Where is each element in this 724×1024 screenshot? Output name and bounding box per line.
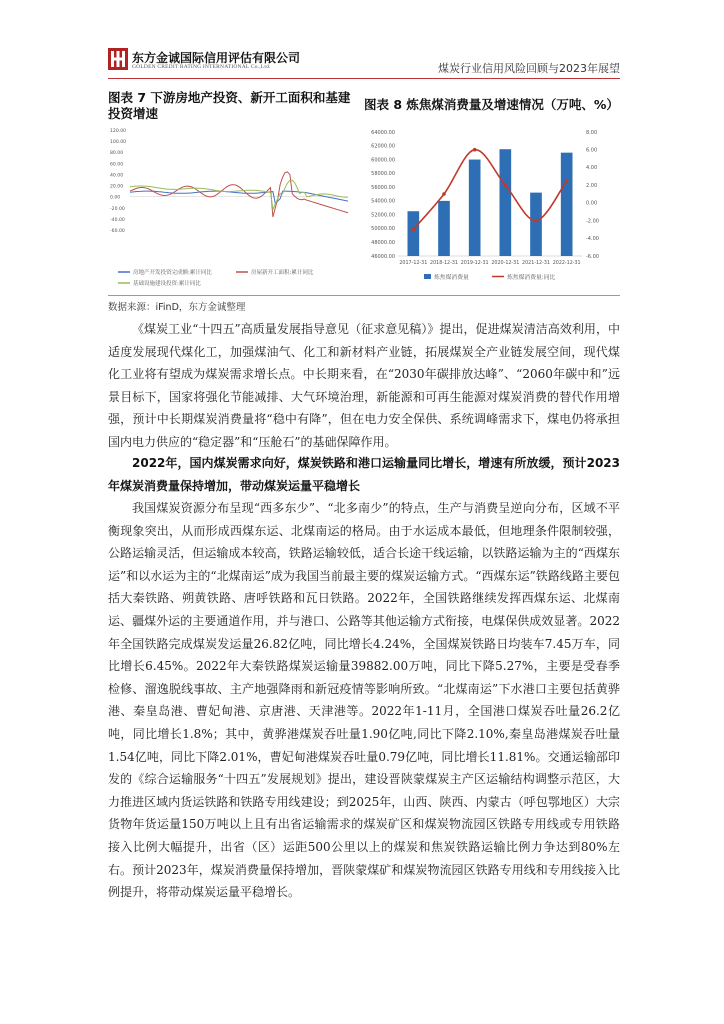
figure-8-chart bbox=[364, 122, 620, 294]
bar-2022-12-31 bbox=[561, 153, 573, 256]
y-tick-label: -20.00 bbox=[110, 206, 125, 212]
y-left-tick-label: 56000.00 bbox=[371, 184, 395, 191]
header-divider bbox=[108, 78, 620, 79]
paragraph-transport: 我国煤炭资源分布呈现“西多东少”、“北多南少”的特点，生产与消费呈逆向分布，区域不平衡现象突出，从而形成西煤东运、北煤南运的格局。由于水运成本最低，但地理条件限制较强，公路运输灵活，但运输成本较高，铁路运输较低，适合长途干线运输，以铁路运输为主的“西煤东运”和以水运为主的“北煤南运”成为我国当前最主要的煤炭运输方式。“西煤东运”铁路线路主要包括大秦铁路、朔黄铁路、唐呼铁路和瓦日铁路。2022年，全国铁路继续发挥西煤东运、北煤南运、疆煤外运的主要通道作用，并与港口、公路等其他运输方式衔接，电煤保供成效显著。2022年全国铁路完成煤炭发运量26.82亿吨，同比增长4.24%，全国煤炭铁路日均装车7.45万车，同比增长6.45%。2022年大秦铁路煤炭运输量39882.00万吨，同比下降5.27%，主要是受春季检修、溜逸脱线事故、主产地强降雨和新冠疫情等影响所致。“北煤南运”下水港口主要包括黄骅港、秦皇岛港、曹妃甸港、京唐港、天津港等。2022年1-11月，全国港口煤炭吞吐量26.2亿吨，同比增长1.8%；其中，黄骅港煤炭吞吐量1.90亿吨,同比下降2.10%,秦皇岛港煤炭吞吐量1.54亿吨，同比下降2.01%，曹妃甸港煤炭吞吐量0.79亿吨，同比增长11.81%。交通运输部印发的《综合运输服务“十四五”发展规划》提出，建设晋陕蒙煤炭主产区运输结构调整示范区，大力推进区域内货运铁路和铁路专用线建设；到2025年，山西、陕西、内蒙古（呼包鄂地区）大宗货物年货运量150万吨以上且有出省运输需求的煤炭矿区和煤炭物流园区铁路专用线或专用铁路接入比例大幅提升，出省（区）运距500公里以上的煤炭和焦炭铁路运输比例力争达到80%左右。预计2023年，煤炭消费量保持增加，晋陕蒙煤矿和煤炭物流园区铁路专用线和专用线接入比例提升，将带动煤炭运量平稳增长。 bbox=[108, 501, 620, 900]
y-left-tick-label: 62000.00 bbox=[371, 143, 395, 150]
growth-point-2020-12-31 bbox=[504, 183, 508, 187]
bar-2020-12-31 bbox=[500, 149, 512, 256]
data-source-note: 数据来源：iFinD，东方金诚整理 bbox=[108, 302, 246, 313]
company-name-en: GOLDEN CREDIT RATING INTERNATIONAL Co.,Ltd. bbox=[132, 64, 271, 70]
legend-label: 房地产开发投资完成额:累计同比 bbox=[133, 270, 212, 276]
source-divider bbox=[108, 295, 620, 296]
legend-label: 房屋新开工面积:累计同比 bbox=[251, 270, 314, 276]
y-left-tick-label: 64000.00 bbox=[371, 129, 395, 136]
x-tick-label: 2018-12-31 bbox=[430, 261, 458, 266]
document-title: 煤炭行业信用风险回顾与2023年展望 bbox=[438, 62, 620, 75]
figure-8-title: 图表 8 炼焦煤消费量及增速情况（万吨、%） bbox=[364, 97, 619, 112]
y-tick-label: -60.00 bbox=[110, 229, 125, 234]
y-left-tick-label: 54000.00 bbox=[371, 198, 395, 205]
section-heading-transport: 2022年，国内煤炭需求向好，煤炭铁路和港口运输量同比增长，增速有所放缓，预计2023年煤炭消费量保持增加，带动煤炭运量平稳增长 bbox=[108, 456, 620, 493]
y-left-tick-label: 60000.00 bbox=[371, 157, 395, 164]
y-right-tick-label: 6.00 bbox=[586, 147, 598, 154]
legend-label: 基础设施建设投资:累计同比 bbox=[133, 281, 201, 287]
y-right-tick-label: 2.00 bbox=[586, 182, 598, 189]
growth-point-2022-12-31 bbox=[565, 179, 569, 183]
bar-2017-12-31 bbox=[408, 211, 420, 256]
bar-2019-12-31 bbox=[469, 160, 481, 256]
legend-label-bar: 炼焦煤消费量 bbox=[434, 275, 469, 281]
x-tick-label: 2017-12-31 bbox=[399, 261, 428, 266]
y-tick-label: 120.00 bbox=[110, 129, 127, 134]
figure-7-title: 图表 7 下游房地产投资、新开工面积和基建投资增速 bbox=[108, 90, 351, 121]
x-tick-label: 2020-12-31 bbox=[491, 261, 520, 266]
y-tick-label: 0.00 bbox=[110, 195, 121, 201]
company-name-cn: 东方金诚国际信用评估有限公司 bbox=[132, 51, 301, 65]
y-right-tick-label: 8.00 bbox=[586, 129, 598, 136]
growth-point-2019-12-31 bbox=[473, 148, 477, 152]
growth-point-2018-12-31 bbox=[442, 192, 446, 196]
y-right-tick-label: 0.00 bbox=[586, 200, 598, 207]
legend-swatch-bar bbox=[424, 274, 431, 279]
y-tick-label: 20.00 bbox=[110, 184, 124, 190]
y-tick-label: -40.00 bbox=[110, 217, 125, 223]
y-tick-label: 60.00 bbox=[110, 162, 124, 168]
page-header bbox=[108, 46, 620, 76]
series-line-1 bbox=[130, 191, 348, 203]
growth-point-2021-12-31 bbox=[534, 219, 538, 223]
bar-2021-12-31 bbox=[530, 193, 542, 256]
y-right-tick-label: -2.00 bbox=[586, 218, 599, 225]
growth-line bbox=[413, 150, 566, 230]
y-left-tick-label: 58000.00 bbox=[371, 171, 395, 178]
y-right-tick-label: 4.00 bbox=[586, 165, 598, 172]
x-tick-label: 2019-12-31 bbox=[460, 261, 489, 266]
bar-2018-12-31 bbox=[438, 201, 450, 256]
y-right-tick-label: -6.00 bbox=[586, 253, 599, 260]
y-left-tick-label: 48000.00 bbox=[371, 240, 395, 247]
figure-7-chart bbox=[108, 122, 354, 294]
x-tick-label: 2021-12-31 bbox=[522, 261, 550, 266]
y-tick-label: 40.00 bbox=[110, 173, 124, 179]
x-tick-label: 2022-12-31 bbox=[552, 261, 581, 266]
y-right-tick-label: -4.00 bbox=[586, 236, 599, 243]
paragraph-outlook: 《煤炭工业“十四五”高质量发展指导意见（征求意见稿）》提出，促进煤炭清洁高效利用，中适度发展现代煤化工，加强煤油气、化工和新材料产业链，拓展煤炭全产业链发展空间，现代煤化工业将有望成为煤炭需求增长点。中长期来看，在“2030年碳排放达峰”、“2060年碳中和”远景目标下，国家将强化节能减排、大气环境治理，新能源和可再生能源对煤炭消费的替代作用增强，预计中长期煤炭消费量将“稳中有降”，但在电力安全保供、系统调峰需求下，煤电仍将承担国内电力供应的“稳定器”和“压舱石”的基础保障作用。 bbox=[108, 322, 620, 449]
y-left-tick-label: 46000.00 bbox=[371, 253, 395, 260]
y-tick-label: 100.00 bbox=[110, 140, 127, 146]
growth-point-2017-12-31 bbox=[412, 228, 416, 232]
y-left-tick-label: 50000.00 bbox=[371, 226, 395, 233]
company-logo bbox=[108, 48, 128, 70]
y-tick-label: 80.00 bbox=[110, 151, 124, 157]
legend-label-line: 炼焦煤消费量:同比 bbox=[507, 275, 556, 281]
y-left-tick-label: 52000.00 bbox=[371, 212, 395, 219]
